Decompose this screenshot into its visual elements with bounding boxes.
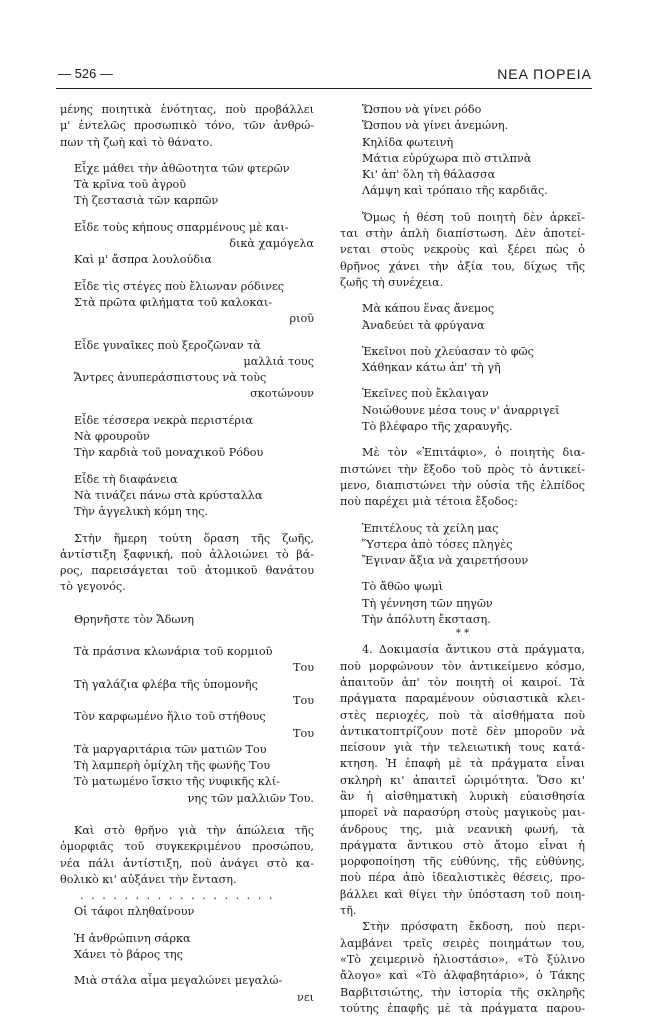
- text-line: ποὺ πέρα ἀπὸ ἰδεαλιστικὲς θέσεις, προ-: [340, 871, 585, 885]
- text-line: τὸ γεγονός.: [60, 580, 126, 594]
- text-line: μορφοποίηση τῆς εὐθύνης, τῆς εὐθύνης,: [340, 855, 585, 869]
- text-line: πράγματα ἄντικου στὸ ἄτομο εἶναι ἡ: [340, 838, 585, 852]
- text-line: κτηση. Ἡ ἐπαφὴ μὲ τὰ πράγματα εἶναι: [340, 757, 585, 771]
- verse-line: Τὴν ἀπόλυτη ἔκσταση.: [362, 613, 491, 627]
- verse-line: Θρηνῆστε τὸν Ἄδωνη: [74, 612, 194, 626]
- text-line: μ' ἐντελῶς προσωπικὸ τόνο, τῶν ἀνθρώ-: [60, 119, 314, 133]
- verse-line: Εἶδε τὶς στέγες ποὺ ἔλιωναν ρόδινες: [74, 279, 285, 293]
- page-number: — 526 —: [58, 66, 113, 81]
- verse-line: Τὸ ἄθῶο ψωμὶ: [362, 580, 444, 594]
- verse-line: Ἡ ἀνθρώπινη σάρκα: [74, 931, 191, 945]
- text-line: πράγματα παραμένουν οὐσιαστικὰ κλει-: [340, 692, 585, 706]
- verse-line: Ἔγιναν ἄξια νὰ χαιρετήσουν: [362, 554, 529, 568]
- left-column: [60, 102, 314, 1006]
- verse-line: Τὴ γέννηση τῶν πηγῶν: [362, 596, 493, 610]
- verse-line: Εἶδε τέσσερα νεκρὰ περιστέρια: [74, 413, 253, 427]
- verse-line: Νὰ τινάζει πάνω στὰ κρύσταλλα: [74, 488, 263, 502]
- verse-line: Τὸν καρφωμένο ἥλιο τοῦ στήθους: [74, 710, 266, 724]
- verse-line: Μὰ κάπου ἕνας ἄνεμος: [362, 302, 495, 316]
- verse-line: Ὥσπου νὰ γίνει ρόδο: [362, 103, 482, 116]
- verse-line: Νὰ φρουροῦν: [74, 430, 150, 444]
- verse-line: Νοιώθουνε μέσα τους ν' ἀναρριγεῖ: [362, 403, 560, 417]
- verse-line: μαλλιά τους: [243, 354, 314, 368]
- text-line: στὲς περιοχές, ποὺ τὰ αἰσθήματα ποὺ: [340, 708, 585, 722]
- verse-line: δικὰ χαμόγελα: [229, 237, 314, 251]
- verse-line: σκοτώνουν: [250, 387, 314, 401]
- verse-line: Μάτια εὐρύχωρα πιὸ στιλπνὰ: [362, 151, 532, 165]
- text-line: Ὅμως ἡ θέση τοῦ ποιητὴ δὲν ἀρκεῖ-: [362, 210, 585, 224]
- text-line: Στὴν πρόσφατη ἔκδοση, ποὺ περι-: [362, 920, 585, 934]
- ellipsis-separator: . . . . . . . . . . . . . . . . . .: [80, 889, 275, 903]
- text-line: τούτης ἐπαφῆς μὲ τὰ πράγματα παρου-: [340, 1001, 585, 1015]
- verse-line: Κηλίδα φωτεινὴ: [362, 135, 454, 149]
- text-line: ἀπαιτοῦν ἀπ' τὸν ποιητὴ οἱ καιροί. Τὰ: [340, 675, 585, 689]
- verse-line: νης τῶν μαλλιῶν Του.: [187, 791, 314, 805]
- text-line: ὁμορφιᾶς τοῦ συγκεκριμένου προσώπου,: [60, 840, 314, 854]
- text-line: ἀντικατοπτρίζουν ποτὲ δὲν μποροῦν νὰ: [340, 724, 585, 738]
- verse-line: Ἀναδεύει τὰ φρύγανα: [362, 318, 485, 332]
- text-line: λαμβάνει τρεῖς σειρὲς ποιημάτων του,: [340, 936, 585, 950]
- page-header: [56, 66, 592, 89]
- text-line: Μὲ τὸν «Ἐπιτάφιο», ὁ ποιητὴς δια-: [362, 446, 585, 460]
- verse-line: Του: [293, 661, 314, 675]
- text-line: ται στὴν ἁπλὴ διαπίστωση. Δὲν ἀποτεί-: [340, 227, 585, 241]
- text-line: τῆ.: [340, 904, 357, 918]
- text-line: άνδρους της, μιὰ νεανικὴ φωνή, τὰ: [340, 822, 585, 836]
- text-line: πων τὴ ζωὴ καὶ τὸ θάνατο.: [60, 135, 213, 149]
- text-line: βάλλει καὶ θίγει τὴν ὑπόσταση τοῦ ποιη-: [340, 887, 585, 901]
- text-line: μενο, διαπιστώνει τὴν οὐσία τῆς ἐλπίδος: [340, 478, 585, 492]
- verse-line: Τὰ μαργαριτάρια τῶν ματιῶν Του: [74, 742, 267, 756]
- text-line: Καὶ στὸ θρῆνο γιὰ τὴν ἀπώλεια τῆς: [74, 823, 314, 837]
- verse-line: Τὰ πράσινα κλωνάρια τοῦ κορμιοῦ: [74, 645, 273, 659]
- verse-line: Εἶχε μάθει τὴν ἀθῶοτητα τῶν φτερῶν: [74, 161, 290, 175]
- verse-line: Καὶ μ' ἄσπρα λουλούδια: [74, 253, 212, 267]
- verse-line: Χάθηκαν κάτω ἀπ' τὴ γῆ: [362, 361, 501, 375]
- text-line: νέα πάλι ἀντίστιξη, ποὺ ἀνάγει στὸ κα-: [60, 856, 314, 870]
- right-column: [340, 102, 585, 1017]
- verse-line: Ἐκεῖνες ποὺ ἔκλαιγαν: [362, 387, 489, 401]
- text-line: σκληρὴ κι' ἀπαιτεῖ ὡριμότητα. Ὅσο κι': [340, 773, 585, 787]
- verse-line: Του: [293, 726, 314, 740]
- verse-line: Τὴν καρδιὰ τοῦ μοναχικοῦ Ρόδου: [74, 446, 264, 460]
- text-line: μπορεῖ νὰ παρασύρη στοὺς μαγικοὺς μαι-: [340, 806, 585, 820]
- text-line: ἀντίστιξη ξαφνική, ποὺ ἀλλοιώνει τὸ βά-: [60, 547, 314, 561]
- text-line: 4. Δοκιμασία ἄντικου στὰ πράγματα,: [362, 643, 585, 657]
- verse-line: νει: [297, 990, 314, 1004]
- verse-line: Οἱ τάφοι πληθαίνουν: [74, 905, 195, 919]
- text-line: «Τὸ χειμερινὸ ἡλιοστάσιο», «Τὸ ξύλινο: [340, 952, 585, 966]
- verse-line: Του: [293, 693, 314, 707]
- verse-line: Μιὰ στάλα αἷμα μεγαλώνει μεγαλώ-: [74, 974, 283, 988]
- verse-line: Ἄντρες ἀνυπεράσπιστους νὰ τοὺς: [74, 371, 267, 385]
- verse-line: ριοῦ: [289, 312, 314, 326]
- verse-line: Τὰ κρῖνα τοῦ ἀγροῦ: [74, 178, 187, 192]
- text-line: πείσουν γιὰ τὴν τελειωτικὴ τους κατά-: [340, 741, 585, 755]
- text-line: ρος, παρεισάγεται τοῦ ἀτομικοῦ θανάτου: [60, 564, 314, 578]
- verse-line: Ἐπιτέλους τὰ χείλη μας: [362, 521, 499, 535]
- verse-line: Ὕστερα ἀπὸ τόσες πληγὲς: [362, 537, 513, 551]
- verse-line: Κι' ἀπ' ὅλη τὴ θάλασσα: [362, 168, 496, 182]
- verse-line: Τὴ λαμπερὴ ὁμίχλη τῆς φωνῆς Του: [74, 759, 271, 773]
- text-line: ἄλογο» καὶ «Τὸ ἀλφαβητάριο», ὁ Τάκης: [340, 969, 585, 983]
- text-line: ποὺ παρέχει μιὰ τέτοια ἔξοδος:: [340, 495, 518, 509]
- text-line: πιστώνει τὴν ἔξοδο τοῦ πρὸς τὸ ἀντικεί-: [340, 462, 585, 476]
- text-line: Βαρβιτσιώτης, τὴν ἱστορία τῆς σκληρῆς: [340, 985, 585, 999]
- section-asterisks: * *: [455, 628, 470, 640]
- verse-line: Τὸ βλέφαρο τῆς χαραυγῆς.: [362, 420, 513, 434]
- text-line: Στὴν ἥμερη τούτη ὅραση τῆς ζωῆς,: [74, 531, 314, 545]
- verse-line: Ὥσπου νὰ γίνει ἀνεμώνη.: [362, 119, 509, 133]
- verse-line: Τὴ ζεστασιὰ τῶν καρπῶν: [74, 194, 219, 208]
- text-line: θολικὸ κι' αὐξάνει τὴν ἔνταση.: [60, 872, 237, 886]
- text-line: ποὺ μορφώνουν τὸν ἀντικείμενο κόσμο,: [340, 659, 585, 673]
- verse-line: Ἐκεῖνοι ποὺ χλεύασαν τὸ φῶς: [362, 344, 534, 358]
- verse-line: Στὰ πρῶτα φιλήματα τοῦ καλοκαι-: [74, 295, 273, 309]
- text-line: μένης ποιητικὰ ἑνότητας, ποὺ προβάλλει: [60, 103, 314, 116]
- verse-line: Εἶδε τοὺς κήπους σπαρμένους μὲ και-: [74, 220, 289, 234]
- verse-line: Τὴν ἀγγελικὴ κόμη της.: [74, 505, 208, 519]
- verse-line: Χάνει τὸ βάρος της: [74, 948, 183, 962]
- verse-line: Εἶδε τὴ διαφάνεια: [74, 472, 178, 486]
- verse-line: Τὸ ματωμένο ἴσκιο τῆς νυφικῆς κλί-: [74, 775, 281, 789]
- text-line: θρῆνος χάνει τὴν ἀξία του, δίχως τῆς: [340, 259, 585, 273]
- verse-line: Τὴ γαλάζια φλέβα τῆς ὑπομονῆς: [74, 677, 258, 691]
- text-line: νεται στοὺς νεκροὺς καὶ ξέρει πὼς ὁ: [340, 243, 585, 257]
- text-line: ἂν ἡ αἰσθηματικὴ λυρικὴ εὐαισθησία: [340, 789, 585, 803]
- journal-title: ΝΕΑ ΠΟΡΕΙΑ: [497, 66, 592, 82]
- verse-line: Λάμψη καὶ τρόπαιο τῆς καρδιᾶς.: [362, 184, 548, 198]
- verse-line: Εἶδε γυναῖκες ποὺ ξεροζῶναν τὰ: [74, 338, 261, 352]
- text-line: ζωῆς τὴ συνέχεια.: [340, 275, 444, 289]
